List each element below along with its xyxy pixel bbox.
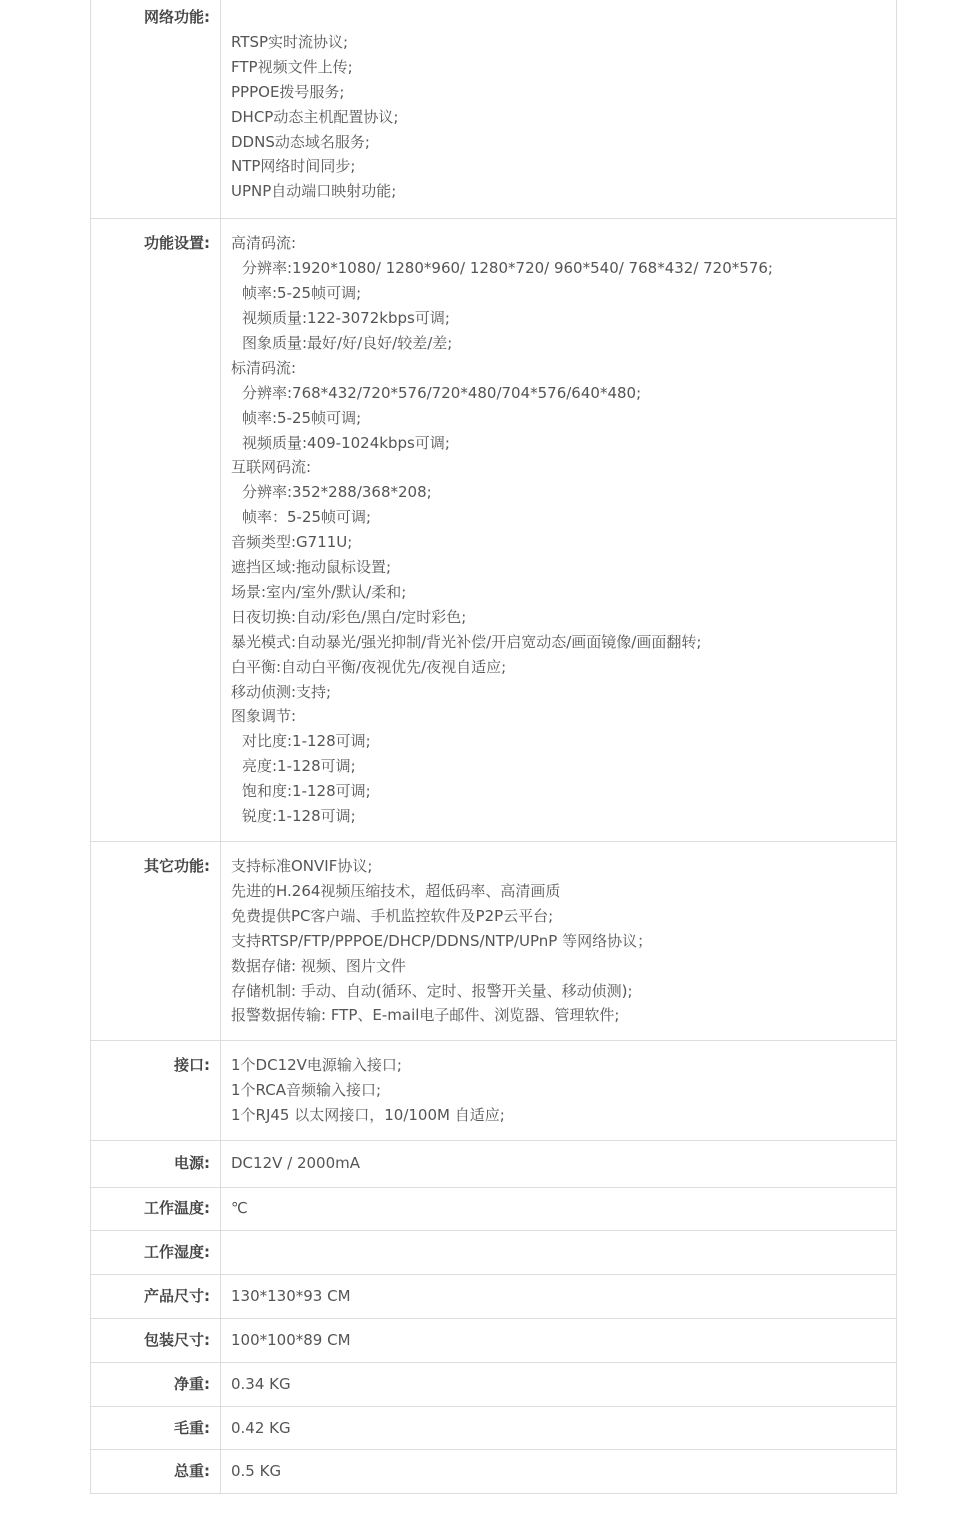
spec-row	[91, 842, 897, 1041]
spec-value-line: 0.42 KG	[231, 1418, 291, 1437]
spec-value-line	[231, 5, 896, 30]
spec-label: 接口:	[91, 1041, 221, 1141]
spec-value-line: 图象调节:	[231, 707, 297, 726]
spec-table	[90, 0, 897, 1494]
spec-value-line: 分辨率:768*432/720*576/720*480/704*576/640*480;	[242, 383, 642, 402]
spec-value	[221, 1187, 897, 1230]
spec-value-line: ℃	[231, 1198, 248, 1217]
spec-label: 产品尺寸:	[91, 1274, 221, 1318]
spec-value-line: 1个DC12V电源输入接口;	[231, 1056, 402, 1075]
spec-value-line: 互联网码流:	[231, 458, 312, 477]
spec-value	[221, 1406, 897, 1450]
spec-row	[91, 0, 897, 219]
spec-value	[221, 1041, 897, 1141]
spec-row	[91, 1318, 897, 1362]
spec-value-line: 视频质量:122-3072kbps可调;	[242, 308, 450, 327]
spec-value-line: FTP视频文件上传;	[231, 57, 353, 76]
spec-value-line: 0.5 KG	[231, 1462, 282, 1481]
spec-label: 工作湿度:	[91, 1230, 221, 1274]
spec-value-line: 对比度:1-128可调;	[242, 732, 371, 751]
spec-row	[91, 219, 897, 842]
spec-value-line: 高清码流:	[231, 234, 297, 253]
spec-value-line: RTSP实时流协议;	[231, 32, 349, 51]
spec-value-line: 亮度:1-128可调;	[242, 757, 356, 776]
spec-value	[221, 842, 897, 1041]
spec-label: 功能设置:	[91, 219, 221, 842]
spec-value	[221, 1318, 897, 1362]
spec-value-line: 1个RJ45 以太网接口，10/100M 自适应;	[231, 1106, 505, 1125]
spec-value-line: 支持RTSP/FTP/PPPOE/DHCP/DDNS/NTP/UPnP 等网络协议；	[231, 931, 653, 950]
spec-value	[221, 1230, 897, 1274]
spec-value-line: 先进的H.264视频压缩技术，超低码率、高清画质	[231, 881, 561, 900]
spec-table-body	[91, 0, 897, 1494]
spec-value-line: 帧率:5-25帧可调;	[242, 408, 362, 427]
spec-value-line: 分辨率:352*288/368*208;	[242, 483, 432, 502]
spec-row	[91, 1041, 897, 1141]
spec-value-line: 暴光模式:自动暴光/强光抑制/背光补偿/开启宽动态/画面镜像/画面翻转;	[231, 632, 702, 651]
spec-value-line: DC12V / 2000mA	[231, 1154, 361, 1173]
spec-label: 净重:	[91, 1362, 221, 1406]
spec-row	[91, 1187, 897, 1230]
spec-label: 网络功能:	[91, 0, 221, 219]
spec-value-line: UPNP自动端口映射功能;	[231, 182, 397, 201]
spec-value-line: 遮挡区域:拖动鼠标设置;	[231, 558, 392, 577]
spec-value-line: 数据存储: 视频、图片文件	[231, 956, 406, 975]
spec-value-line: 报警数据传输: FTP、E-mail电子邮件、浏览器、管理软件;	[231, 1006, 620, 1025]
spec-value-line: 分辨率:1920*1080/ 1280*960/ 1280*720/ 960*540/ 768*432/ 720*576;	[242, 259, 773, 278]
spec-row	[91, 1230, 897, 1274]
spec-label: 总重:	[91, 1450, 221, 1494]
spec-value-line: 图象质量:最好/好/良好/较差/差;	[242, 333, 453, 352]
spec-value-line: 饱和度:1-128可调;	[242, 782, 371, 801]
spec-label: 毛重:	[91, 1406, 221, 1450]
spec-value-line: DHCP动态主机配置协议;	[231, 107, 399, 126]
spec-value-line: 100*100*89 CM	[231, 1330, 351, 1349]
spec-value-line: 0.34 KG	[231, 1374, 291, 1393]
spec-row	[91, 1274, 897, 1318]
spec-row	[91, 1141, 897, 1188]
spec-value-line	[231, 1240, 896, 1265]
spec-value	[221, 1450, 897, 1494]
spec-value	[221, 0, 897, 219]
spec-label: 工作温度:	[91, 1187, 221, 1230]
spec-label: 电源:	[91, 1141, 221, 1188]
spec-value-line: 标清码流:	[231, 358, 297, 377]
spec-value-line: 日夜切换:自动/彩色/黑白/定时彩色;	[231, 607, 467, 626]
spec-value	[221, 1274, 897, 1318]
spec-value-line: DDNS动态域名服务;	[231, 132, 370, 151]
spec-value-line: 音频类型:G711U;	[231, 533, 353, 552]
spec-value-line: 存储机制: 手动、自动(循环、定时、报警开关量、移动侦测);	[231, 981, 633, 1000]
spec-label: 其它功能:	[91, 842, 221, 1041]
spec-value-line: NTP网络时间同步;	[231, 157, 356, 176]
spec-value-line: 移动侦测:支持;	[231, 682, 332, 701]
spec-value	[221, 1141, 897, 1188]
spec-value-line: PPPOE拨号服务;	[231, 82, 345, 101]
spec-row	[91, 1362, 897, 1406]
spec-value-line: 130*130*93 CM	[231, 1286, 351, 1305]
spec-value	[221, 1362, 897, 1406]
spec-row	[91, 1450, 897, 1494]
spec-value-line: 支持标准ONVIF协议;	[231, 857, 373, 875]
spec-value-line: 帧率：5-25帧可调;	[242, 508, 372, 527]
spec-label: 包装尺寸:	[91, 1318, 221, 1362]
spec-value-line: 场景:室内/室外/默认/柔和;	[231, 582, 407, 601]
spec-value-line: 帧率:5-25帧可调;	[242, 284, 362, 303]
spec-value-line: 视频质量:409-1024kbps可调;	[242, 433, 450, 452]
spec-row	[91, 1406, 897, 1450]
spec-value	[221, 219, 897, 842]
spec-value-line: 免费提供PC客户端、手机监控软件及P2P云平台;	[231, 906, 554, 925]
spec-value-line: 锐度:1-128可调;	[242, 807, 356, 826]
spec-value-line: 1个RCA音频输入接口;	[231, 1081, 382, 1100]
spec-value-line: 白平衡:自动白平衡/夜视优先/夜视自适应;	[231, 657, 507, 676]
